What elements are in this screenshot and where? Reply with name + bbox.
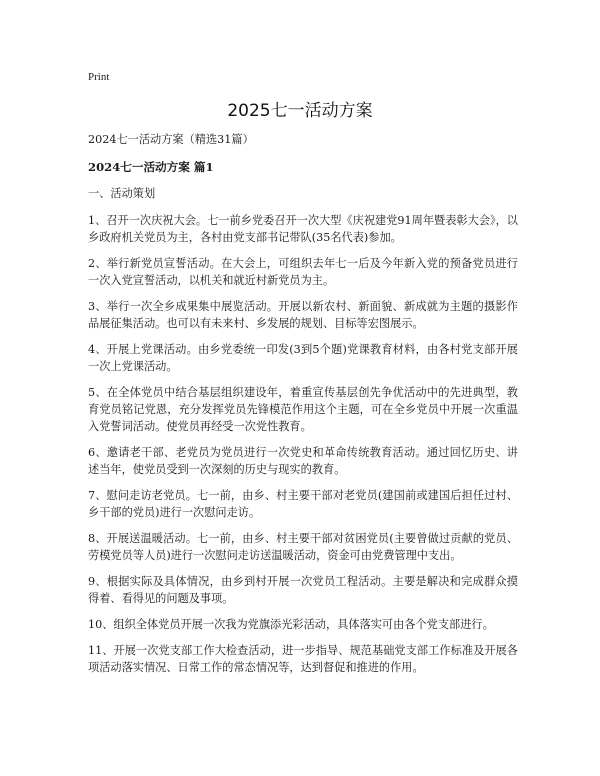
paragraph-9: 9、根据实际及具体情况，由乡到村开展一次党员工程活动。主要是解决和完成群众摸得着、看得见的问题及事项。 [88, 575, 518, 605]
document-subtitle: 2024七一活动方案（精选31篇） [88, 133, 254, 146]
paragraph-11: 11、开展一次党支部工作大检查活动，进一步指导、规范基础党支部工作标准及开展各项活动落实情况、日常工作的常态情况等，达到督促和推进的作用。 [88, 644, 518, 674]
paragraph-10: 10、组织全体党员开展一次我为党旗添光彩活动，具体落实可由各个党支部进行。 [88, 618, 494, 631]
paragraph-8: 8、开展送温暖活动。七一前，由乡、村主要干部对贫困党员(主要曾做过贡献的党员、劳模党员等人员)进行一次慰问走访送温暖活动，资金可由党费管理中支出。 [88, 532, 518, 562]
document-body [88, 131, 518, 685]
section-heading: 2024七一活动方案 篇1 [88, 160, 214, 174]
paragraph-7: 7、慰问走访老党员。七一前，由乡、村主要干部对老党员(建国前或建国后担任过村、乡干部的党员)进行一次慰问走访。 [88, 489, 518, 519]
paragraph-5: 5、在全体党员中结合基层组织建设年，着重宣传基层创先争优活动中的先进典型，教育党员铭记党恩，充分发挥党员先锋模范作用这个主题，可在全乡党员中开展一次重温入党誓词活动。使党员再经受一次党性教育。 [88, 386, 518, 433]
paragraph-1: 1、召开一次庆祝大会。七一前乡党委召开一次大型《庆祝建党91周年暨表彰大会》，以乡政府机关党员为主，各村由党支部书记带队(35名代表)参加。 [88, 214, 518, 244]
paragraph-3: 3、举行一次全乡成果集中展览活动。开展以新农村、新面貌、新成就为主题的摄影作品展征集活动。也可以有未来村、乡发展的规划、目标等宏图展示。 [88, 300, 518, 330]
paragraph-6: 6、邀请老干部、老党员为党员进行一次党史和革命传统教育活动。通过回忆历史、讲述当年，使党员受到一次深刻的历史与现实的教育。 [88, 446, 518, 476]
paragraph-4: 4、开展上党课活动。由乡党委统一印发(3到5个题)党课教育材料，由各村党支部开展一次上党课活动。 [88, 343, 518, 373]
section-subheading: 一、活动策划 [88, 187, 156, 200]
print-label: Print [88, 71, 110, 83]
paragraph-2: 2、举行新党员宣誓活动。在大会上，可组织去年七一后及今年新入党的预备党员进行一次入党宣誓活动，以机关和就近村新党员为主。 [88, 257, 518, 287]
page-title: 2025七一活动方案 [227, 101, 373, 121]
